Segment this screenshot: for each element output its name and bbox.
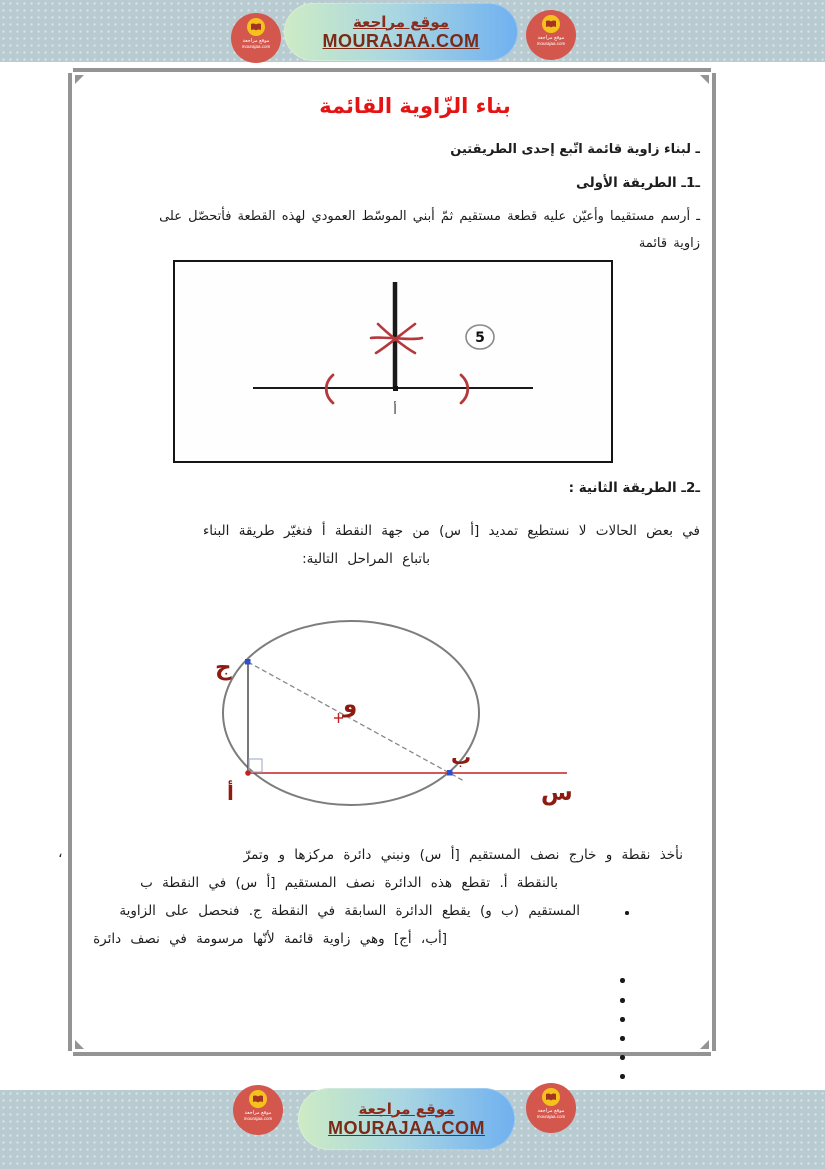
frame-corner-notch [67, 1051, 73, 1057]
footer-site-title-arabic: موقع مراجعة [358, 1099, 455, 1118]
point-a-label: أ [393, 403, 397, 418]
point-b-marker [447, 770, 453, 776]
header-left-logo-badge [231, 13, 281, 63]
bullet-dot [620, 998, 625, 1003]
point-a-marker [245, 770, 251, 776]
bullet-dot [620, 1017, 625, 1022]
frame-corner-ornament [700, 1040, 709, 1049]
page-title: بناء الزّاوية القائمة [319, 94, 511, 118]
method2-intro-line1: في بعض الحالات لا نستطيع تمديد [أ س) من جهة النقطة أ فنغيّر طريقة البناء [202, 523, 700, 539]
label-j: ج [215, 655, 232, 681]
label-a: أ [227, 781, 234, 805]
open-book-icon [542, 1088, 560, 1106]
overflow-comma: ، [58, 845, 63, 861]
badge-site-url: mourajaa.com [243, 1116, 273, 1121]
header-banner-pill [284, 3, 518, 61]
badge-site-url: mourajaa.com [536, 1114, 566, 1119]
badge-site-url: mourajaa.com [241, 44, 271, 49]
footer-site-domain: MOURAJAA.COM [328, 1117, 485, 1138]
method2-intro-line2: باتباع المراحل التالية: [302, 551, 430, 567]
badge-site-title: موقع مراجعة [537, 35, 565, 41]
header-site-title-arabic: موقع مراجعة [352, 12, 450, 31]
label-s: س [541, 780, 573, 806]
dashed-diameter [248, 662, 464, 781]
method2-heading: ـ2ـ الطريقة الثانية : [568, 480, 700, 496]
label-w: و [343, 692, 358, 718]
badge-site-title: موقع مراجعة [242, 38, 270, 44]
point-j-marker [245, 659, 251, 665]
badge-site-url: mourajaa.com [536, 41, 566, 46]
frame-corner-ornament [75, 1040, 84, 1049]
figure-perpendicular-bisector [173, 260, 613, 463]
center-point-mark [334, 713, 343, 723]
open-book-icon [249, 1090, 267, 1108]
footer-right-logo-badge [526, 1083, 576, 1133]
bullet-dot [620, 1055, 625, 1060]
method1-body: ـ أرسم مستقيما وأعيّن عليه قطعة مستقيم ثمّ أبني الموسّط العمودي لهذه القطعة فأتحصّل على زاوية قائمة [159, 209, 700, 251]
steps-line4: [أب، أج] وهي زاوية قائمة لأنّها مرسومة في نصف دائرة [93, 931, 447, 947]
open-book-icon [542, 15, 560, 33]
intro-line: ـ لبناء زاوية قائمة اتّبع إحدى الطريقتين [450, 142, 700, 157]
label-b: ب [451, 745, 472, 769]
steps-line2: بالنقطة أ. تقطع هذه الدائرة نصف المستقيم [أ س) في النقطة ب [140, 875, 558, 891]
bullet-dot [625, 911, 629, 915]
open-book-icon [247, 18, 265, 36]
header-right-logo-badge [526, 10, 576, 60]
method1-heading: ـ1ـ الطريقة الأولى [575, 175, 700, 191]
frame-corner-notch [711, 67, 717, 73]
frame-corner-notch [67, 67, 73, 73]
badge-site-title: موقع مراجعة [537, 1108, 565, 1114]
steps-line1: نأخذ نقطة و خارج نصف المستقيم [أ س) ونبني دائرة مركزها و وتمرّ [243, 847, 683, 863]
footer-banner-pill [298, 1088, 515, 1150]
midpoint-dot [393, 386, 398, 391]
frame-corner-ornament [700, 75, 709, 84]
frame-corner-ornament [75, 75, 84, 84]
bullet-dot [620, 1036, 625, 1041]
bullet-dot [620, 1074, 625, 1079]
frame-corner-notch [711, 1051, 717, 1057]
header-site-domain: MOURAJAA.COM [322, 30, 480, 51]
step-number: 5 [475, 330, 485, 346]
steps-line3: المستقيم (ب و) يقطع الدائرة السابقة في النقطة ج. فنحصل على الزاوية [119, 903, 580, 919]
figure1-drawing [175, 262, 607, 457]
badge-site-title: موقع مراجعة [244, 1110, 272, 1116]
figure-semicircle-construction [185, 612, 610, 815]
footer-left-logo-badge [233, 1085, 283, 1135]
bullet-dot [620, 978, 625, 983]
